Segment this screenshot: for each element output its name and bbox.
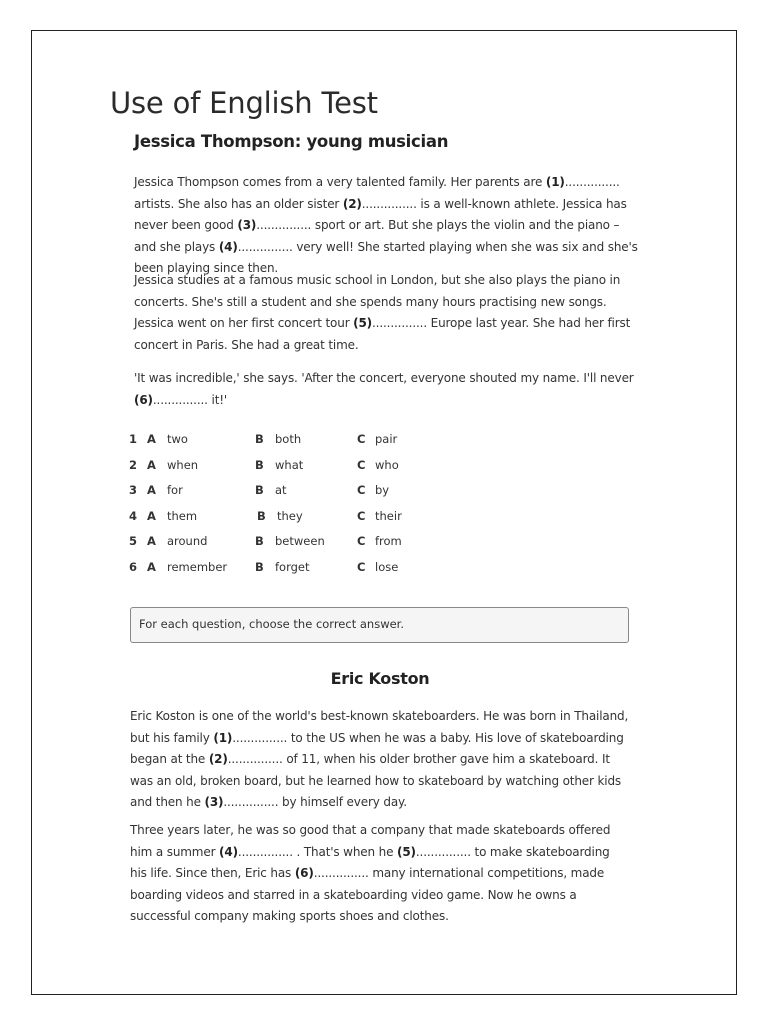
option-letter-a: A — [147, 483, 156, 498]
paragraph-text: ............... . That's when he — [237, 844, 398, 859]
paragraph-text: ............... sport or art. But she plays the violin and the piano – and she plays — [134, 218, 620, 254]
question-number: 2 — [129, 457, 138, 472]
option-letter-c: C — [357, 483, 366, 498]
question-number: 5 — [129, 534, 138, 549]
question-number: (1) — [213, 730, 233, 745]
page-title: Use of English Test — [110, 86, 378, 120]
option-letter-c: C — [357, 457, 366, 472]
question-number: (1) — [545, 175, 565, 189]
paragraph-text: Jessica studies at a famous music school in London, but she also plays the piano in concerts. She's still a student and she spends many hours practising new songs. Jessica went on her first concert tour — [134, 273, 621, 330]
paragraph-text: ............... by himself every day. — [223, 795, 407, 809]
section1-paragraph-2 — [134, 270, 644, 356]
option-letter-b: B — [255, 534, 264, 549]
paragraph-text: Jessica Thompson comes from a very talented family. Her parents are — [134, 175, 546, 189]
option-a-text: remember — [167, 559, 228, 574]
question-number: 3 — [129, 483, 138, 498]
option-letter-c: C — [357, 432, 366, 446]
option-c-text: lose — [375, 559, 399, 574]
question-number: 6 — [129, 559, 138, 574]
question-number: 4 — [129, 508, 138, 523]
question-number: (6) — [134, 392, 153, 407]
question-number: (2) — [208, 752, 228, 766]
section2-paragraph-1 — [130, 706, 630, 814]
question-number: (2) — [342, 196, 362, 211]
instruction-text: For each question, choose the correct answer. — [139, 617, 404, 631]
option-letter-c: C — [357, 508, 366, 523]
paragraph-text: ............... artists. She also has an older sister — [134, 175, 620, 211]
option-a-text: two — [167, 432, 188, 446]
question-number: (6) — [294, 866, 314, 880]
option-letter-b: B — [255, 457, 264, 472]
option-b-text: both — [275, 432, 302, 446]
question-number: 1 — [129, 432, 138, 446]
option-a-text: for — [167, 483, 183, 498]
section2-paragraph-2 — [130, 820, 630, 928]
paragraph-text: ............... is a well-known athlete. Jessica has never been good — [134, 196, 627, 232]
option-b-text: at — [275, 483, 287, 498]
option-row — [129, 483, 449, 509]
question-number: (5) — [353, 316, 373, 330]
option-row — [129, 509, 449, 535]
option-a-text: them — [167, 508, 198, 523]
option-letter-a: A — [147, 559, 156, 574]
paragraph-text: ............... to make skateboarding his life. Since then, Eric has — [130, 844, 610, 880]
option-c-text: who — [375, 457, 399, 472]
option-a-text: when — [167, 457, 199, 472]
option-b-text: what — [275, 457, 304, 472]
option-letter-b: B — [255, 432, 264, 446]
option-c-text: pair — [375, 432, 398, 446]
option-row — [129, 458, 449, 484]
option-letter-a: A — [147, 508, 156, 523]
option-letter-a: A — [147, 457, 156, 472]
paragraph-text: ............... of 11, when his older brother gave him a skateboard. It was an old, broken board, but he learned how to skateboard by watching other kids and then he — [130, 752, 622, 809]
paragraph-text: Eric Koston is one of the world's best-known skateboarders. He was born in Thailand, but his family — [130, 709, 629, 745]
option-letter-c: C — [357, 559, 366, 574]
section1-paragraph-3 — [134, 368, 644, 411]
option-b-text: they — [277, 508, 303, 523]
option-row — [129, 560, 449, 586]
section1-heading: Jessica Thompson: young musician — [134, 132, 449, 151]
option-letter-a: A — [147, 534, 156, 549]
paragraph-text: ............... very well! She started playing when she was six and she's been playing since then. — [134, 239, 638, 275]
paragraph-text: ............... it!' — [152, 392, 228, 407]
option-row — [129, 432, 449, 458]
paragraph-text: ............... many international competitions, made boarding videos and starred in a skateboarding video game. Now he owns a successful company making sports shoes and clothes. — [130, 866, 605, 923]
answer-options — [129, 432, 449, 586]
option-letter-b: B — [257, 508, 266, 523]
option-letter-c: C — [357, 534, 366, 549]
option-letter-b: B — [255, 559, 264, 574]
option-a-text: around — [167, 534, 208, 549]
paragraph-text: 'It was incredible,' she says. 'After the concert, everyone shouted my name. I'll never — [134, 371, 634, 385]
question-number: (4) — [219, 844, 238, 859]
paragraph-text: ............... Europe last year. She had her first concert in Paris. She had a great time. — [134, 316, 631, 352]
option-letter-b: B — [255, 483, 264, 498]
section1-paragraph-1 — [134, 172, 644, 280]
option-row — [129, 534, 449, 560]
option-letter-a: A — [147, 432, 156, 446]
question-number: (4) — [218, 239, 238, 254]
question-number: (5) — [397, 844, 416, 859]
option-c-text: their — [375, 508, 402, 523]
question-number: (3) — [204, 795, 224, 809]
option-b-text: between — [275, 534, 325, 549]
option-c-text: from — [375, 534, 402, 549]
instruction-box — [130, 607, 629, 643]
paragraph-text: ............... to the US when he was a baby. His love of skateboarding began at the — [130, 730, 624, 766]
question-number: (3) — [237, 218, 257, 232]
option-c-text: by — [375, 483, 390, 498]
option-b-text: forget — [275, 559, 310, 574]
paragraph-text: Three years later, he was so good that a company that made skateboards offered him a summer — [130, 823, 611, 859]
section2-heading: Eric Koston — [330, 669, 430, 688]
